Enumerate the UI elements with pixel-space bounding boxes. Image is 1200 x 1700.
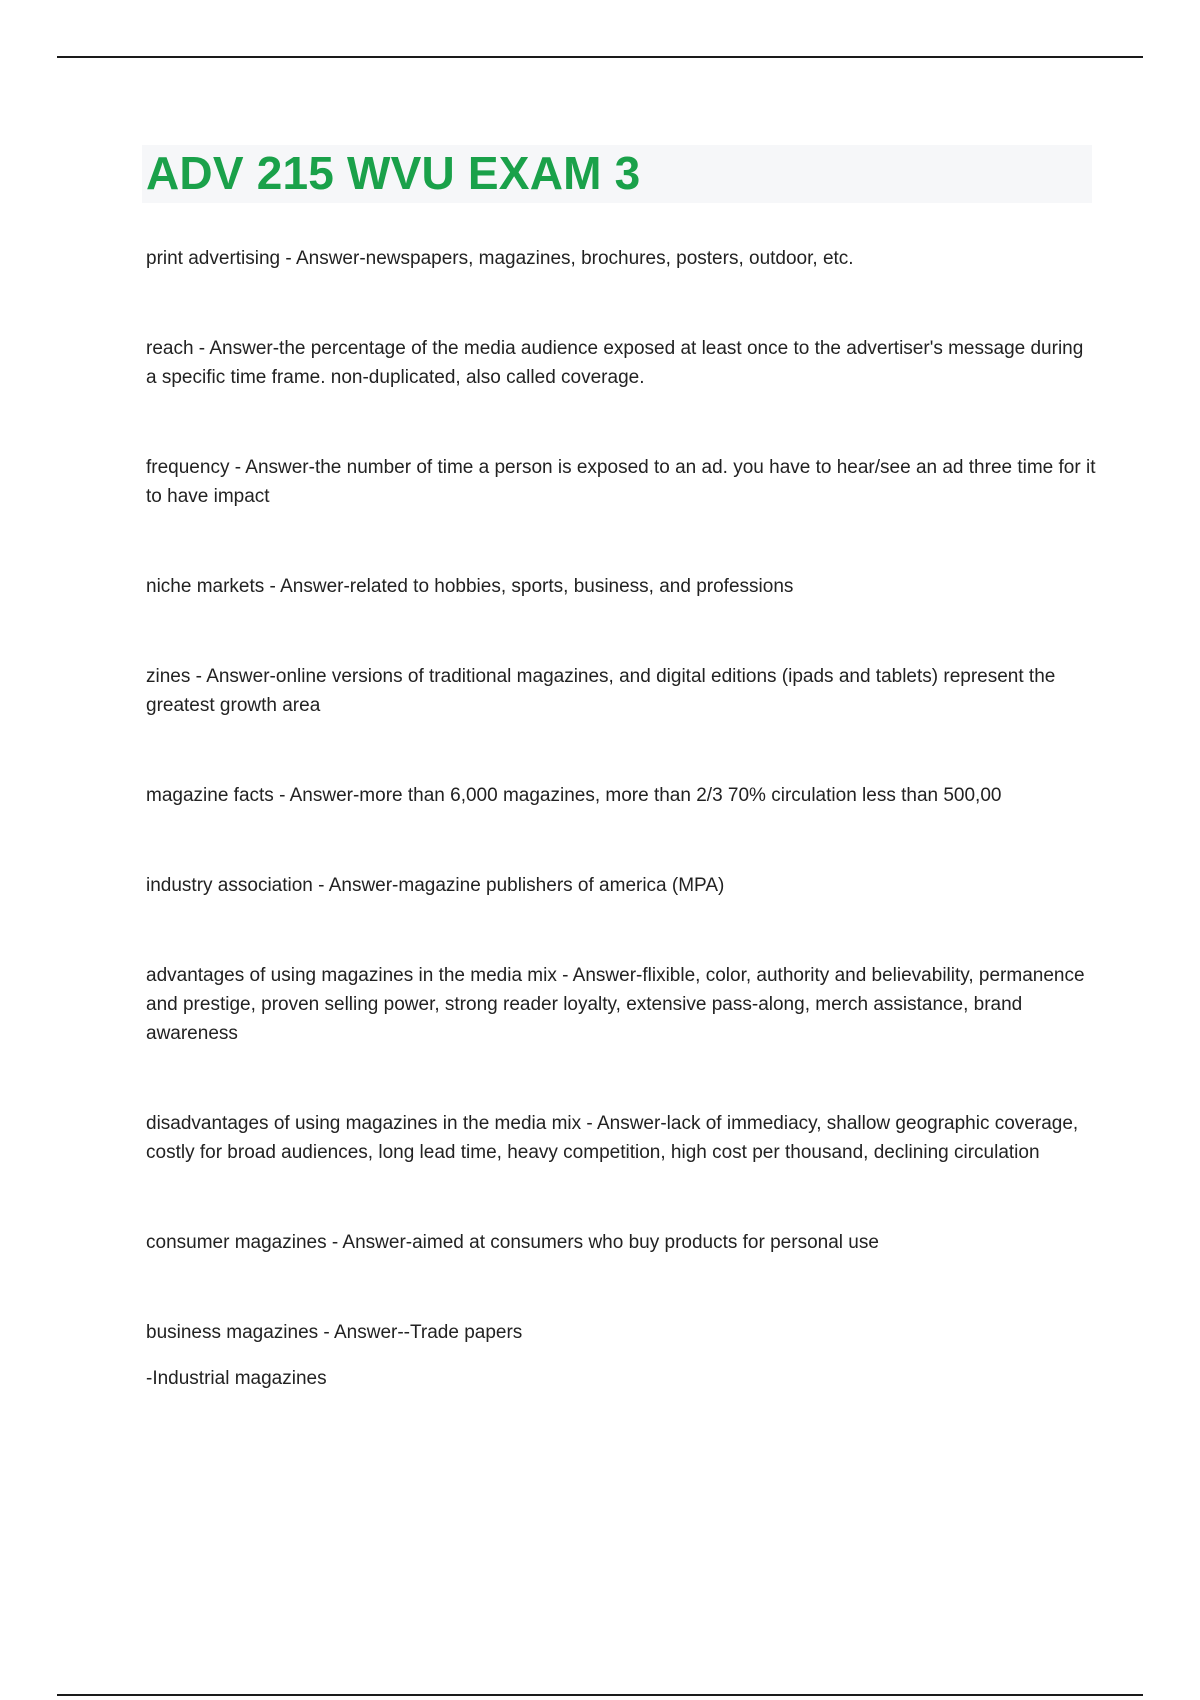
entry-text: consumer magazines - Answer-aimed at consumers who buy products for personal use: [146, 1232, 879, 1253]
entry-text: print advertising - Answer-newspapers, magazines, brochures, posters, outdoor, etc.: [146, 248, 854, 269]
flashcard-entry: [146, 1318, 1096, 1393]
entry-text: magazine facts - Answer-more than 6,000 magazines, more than 2/3 70% circulation less than 500,00: [146, 785, 1002, 806]
entry-text: frequency - Answer-the number of time a person is exposed to an ad. you have to hear/see an ad three time for it to have impact: [146, 457, 1096, 507]
entry-text: zines - Answer-online versions of traditional magazines, and digital editions (ipads and tablets) represent the greatest growth area: [146, 666, 1056, 716]
entry-text: advantages of using magazines in the media mix - Answer-flixible, color, authority and believability, permanence and prestige, proven selling power, strong reader loyalty, extensive pass-along, merch assistance, brand awareness: [146, 965, 1085, 1044]
flashcard-entry: [146, 572, 1096, 601]
entry-text: niche markets - Answer-related to hobbies, sports, business, and professions: [146, 576, 794, 597]
flashcard-entry: [146, 1109, 1096, 1167]
entry-text: reach - Answer-the percentage of the media audience exposed at least once to the advertiser's message during a specific time frame. non-duplicated, also called coverage.: [146, 338, 1084, 388]
document-title: ADV 215 WVU EXAM 3: [146, 147, 641, 199]
top-rule: [57, 56, 1143, 58]
flashcard-entry: [146, 334, 1096, 392]
entry-text: disadvantages of using magazines in the media mix - Answer-lack of immediacy, shallow geographic coverage, costly for broad audiences, long lead time, heavy competition, high cost per thousand, declining circulation: [146, 1113, 1079, 1163]
entry-extra-text: -Industrial magazines: [146, 1368, 327, 1389]
flashcard-entry: [146, 781, 1096, 810]
flashcard-list: [146, 244, 1096, 1454]
entry-text: industry association - Answer-magazine publishers of america (MPA): [146, 875, 725, 896]
entry-text: business magazines - Answer--Trade papers: [146, 1322, 523, 1343]
bottom-rule: [57, 1694, 1143, 1696]
flashcard-entry: [146, 871, 1096, 900]
flashcard-entry: [146, 961, 1096, 1048]
flashcard-entry: [146, 453, 1096, 511]
flashcard-entry: [146, 662, 1096, 720]
flashcard-entry: [146, 1228, 1096, 1257]
flashcard-entry: [146, 244, 1096, 273]
